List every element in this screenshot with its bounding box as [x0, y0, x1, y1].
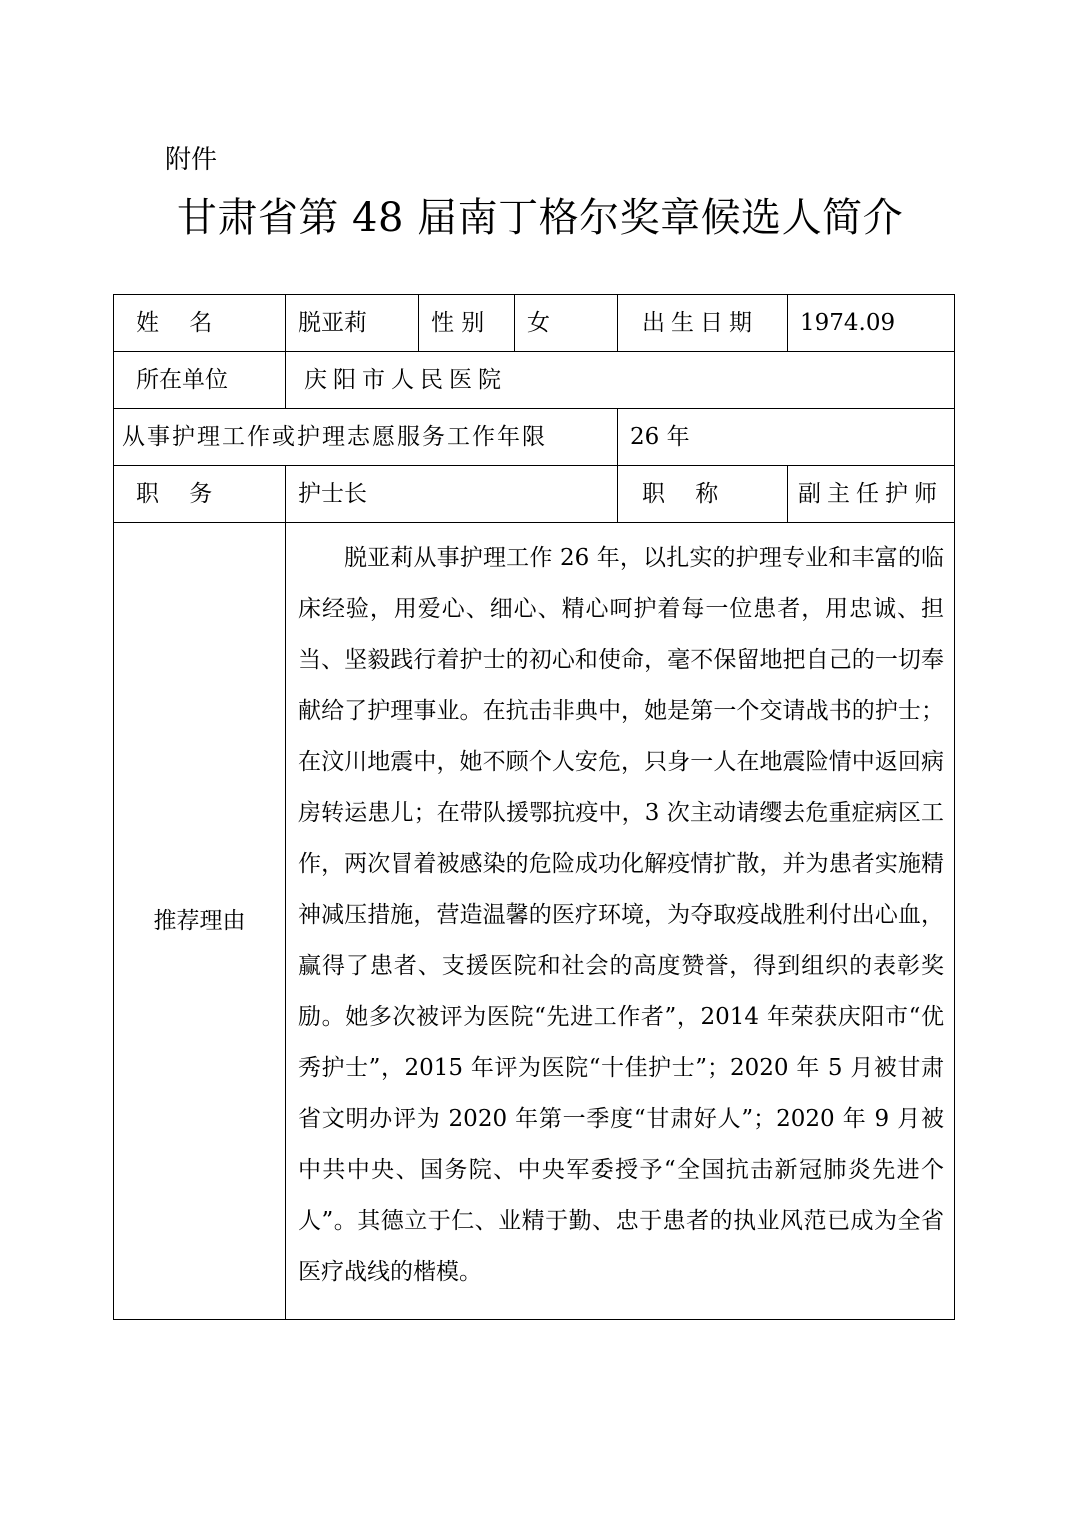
- row-years: [114, 409, 955, 466]
- birth-value: 1974.09: [788, 295, 955, 352]
- title-value: 副主任护师: [788, 466, 955, 523]
- name-value: 脱亚莉: [286, 295, 419, 352]
- years-label: 从事护理工作或护理志愿服务工作年限: [114, 409, 618, 466]
- name-label: 姓 名: [114, 295, 286, 352]
- position-value: 护士长: [286, 466, 618, 523]
- position-label: 职 务: [114, 466, 286, 523]
- title-label: 职 称: [618, 466, 788, 523]
- birth-label: 出生日期: [618, 295, 788, 352]
- row-position: [114, 466, 955, 523]
- reason-text-cell: [286, 523, 955, 1320]
- unit-label: 所在单位: [114, 352, 286, 409]
- gender-label: 性 别: [419, 295, 515, 352]
- attachment-label: 附件: [165, 145, 218, 175]
- reason-text: 脱亚莉从事护理工作 26 年，以扎实的护理专业和丰富的临床经验，用爱心、细心、精心呵护着每一位患者，用忠诚、担当、坚毅践行着护士的初心和使命，毫不保留地把自己的一切奉献给了护理事业。在抗击非典中，她是第一个交请战书的护士；在汶川地震中，她不顾个人安危，只身一人在地震险情中返回病房转运患儿；在带队援鄂抗疫中，3 次主动请缨去危重症病区工作，两次冒着被感染的危险成功化解疫情扩散，并为患者实施精神减压措施，营造温馨的医疗环境，为夺取疫战胜利付出心血，赢得了患者、支援医院和社会的高度赞誉，得到组织的表彰奖励。她多次被评为医院“先进工作者”，2014 年荣获庆阳市“优秀护士”，2015 年评为医院“十佳护士”；2020 年 5 月被甘肃省文明办评为 2020 年第一季度“甘肃好人”；2020 年 9 月被中共中央、国务院、中央军委授予“全国抗击新冠肺炎先进个人”。其德立于仁、业精于勤、忠于患者的执业风范已成为全省医疗战线的楷模。: [298, 545, 944, 1285]
- years-value: 26 年: [618, 409, 955, 466]
- unit-value: 庆阳市人民医院: [286, 352, 955, 409]
- row-unit: [114, 352, 955, 409]
- gender-value: 女: [515, 295, 618, 352]
- row-basic-info: [114, 295, 955, 352]
- document-title: 甘肃省第 48 届南丁格尔奖章候选人简介: [176, 195, 904, 241]
- row-reason: [114, 523, 955, 1320]
- reason-label: 推荐理由: [114, 523, 286, 1320]
- candidate-info-table: [113, 294, 955, 1320]
